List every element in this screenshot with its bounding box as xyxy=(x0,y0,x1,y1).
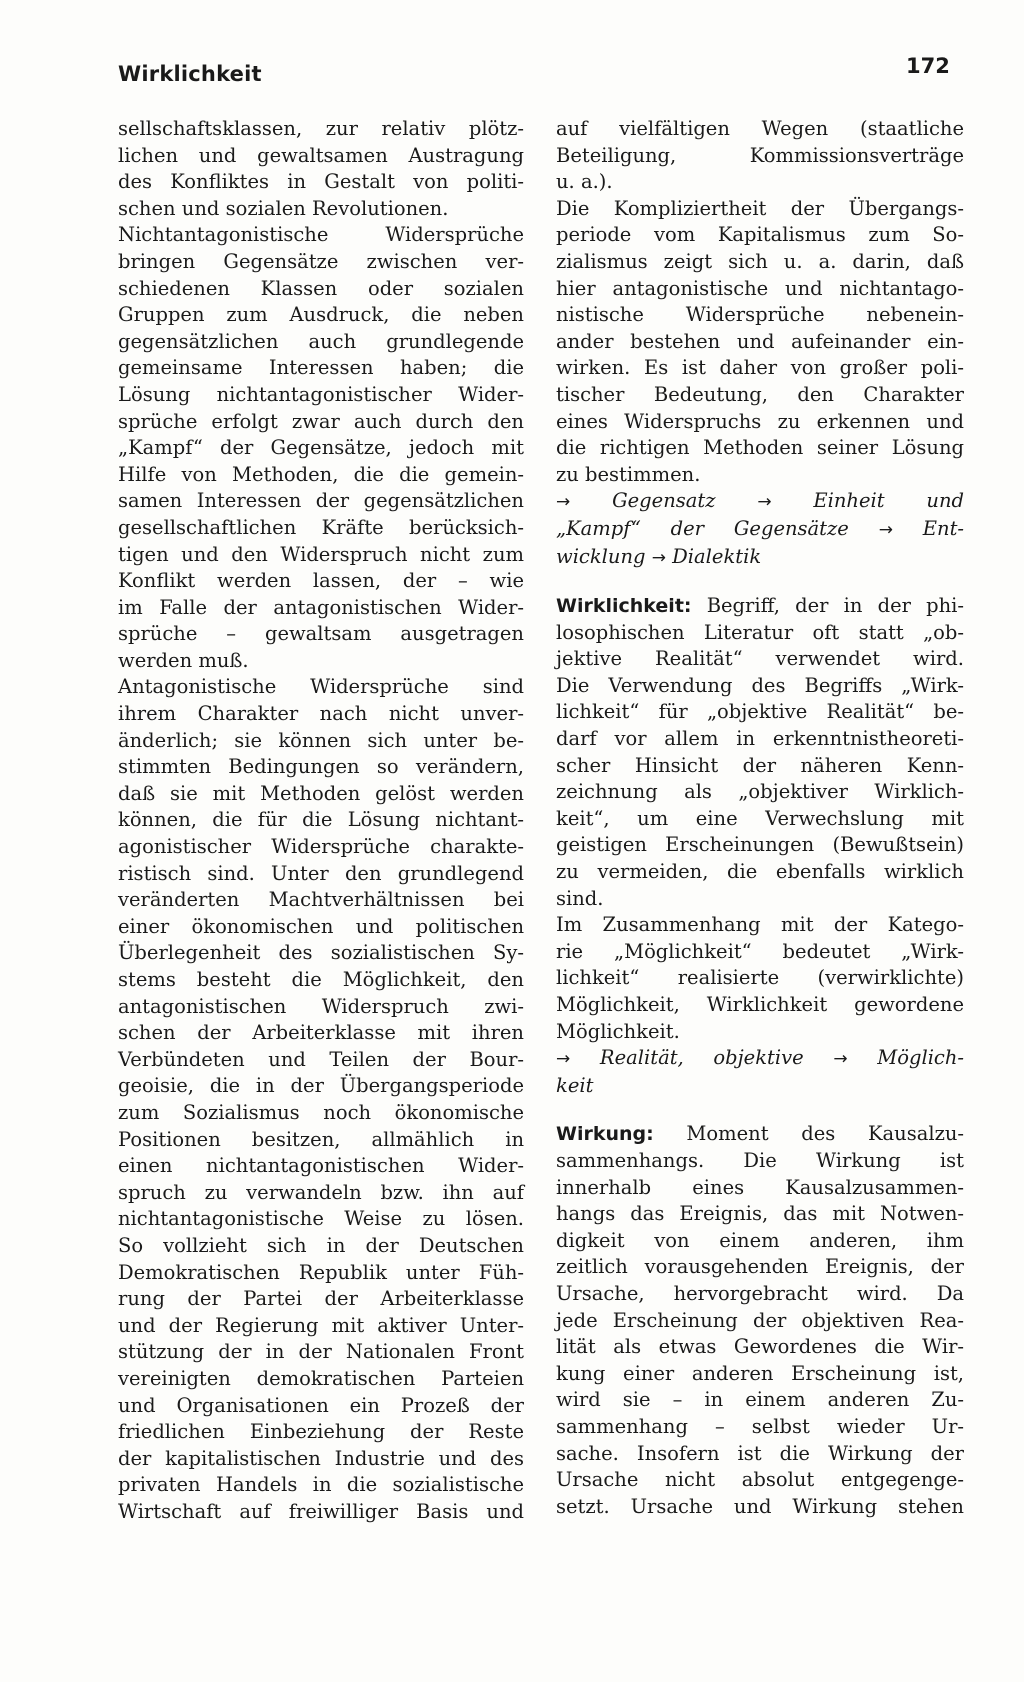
text-line: können, die für die Lösung nichtant- xyxy=(118,808,524,832)
text-line: einen nichtantagonistischen Wider- xyxy=(118,1154,524,1178)
text-line: Positionen besitzen, allmählich in xyxy=(118,1127,524,1151)
text-line: Die Verwendung des Begriffs „Wirk- xyxy=(556,673,964,697)
entry-body xyxy=(556,620,964,913)
text-line: setzt. Ursache und Wirkung stehen xyxy=(556,1494,964,1518)
text-line: ihrem Charakter nach nicht unver- xyxy=(118,702,524,726)
text-line: zu vermeiden, die ebenfalls wirklich xyxy=(556,860,964,884)
text-line: periode vom Kapitalismus zum So- xyxy=(556,223,964,247)
text-line: zialismus zeigt sich u. a. darin, daß xyxy=(556,249,964,273)
entry-spacer xyxy=(556,571,964,593)
text-line: auf vielfältigen Wegen (staatliche xyxy=(556,117,964,140)
text-line: der kapitalistischen Industrie und des xyxy=(118,1446,524,1470)
text-line: tigen und den Widerspruch nicht zum xyxy=(118,542,524,566)
text-line: sammenhang – selbst wieder Ur- xyxy=(556,1414,964,1438)
text-line: So vollzieht sich in der Deutschen xyxy=(118,1233,524,1257)
headword-wirklichkeit: Wirklichkeit: xyxy=(556,595,692,618)
running-head: Wirklichkeit xyxy=(118,62,262,86)
entry-spacer xyxy=(556,1099,964,1121)
text-line: scher Hinsicht der näheren Kenn- xyxy=(556,753,964,777)
text-line: lität als etwas Gewordenes die Wir- xyxy=(556,1335,964,1359)
xref-link-dialektik[interactable]: Dialektik xyxy=(672,544,762,568)
text-line: im Falle der antagonistischen Wider- xyxy=(118,595,524,619)
text-line: hangs das Ereignis, das mit Notwen- xyxy=(556,1202,964,1226)
arrow-icon: → xyxy=(757,492,772,513)
text-line: jede Erscheinung der objektiven Rea- xyxy=(556,1308,964,1332)
text-line: rie „Möglichkeit“ bedeutet „Wirk- xyxy=(556,939,964,963)
right-column xyxy=(556,116,964,1520)
text-line: werden muß. xyxy=(118,648,249,672)
text-line: Antagonistische Widersprüche sind xyxy=(118,675,524,699)
xref-link-kampf[interactable]: „Kampf“ der Gegensätze xyxy=(556,516,849,540)
text-line: Verbündeten und Teilen der Bour- xyxy=(118,1047,524,1071)
xref-link-entwicklung-part1[interactable]: Ent- xyxy=(922,516,964,540)
text-line: Möglichkeit, Wirklichkeit gewordene xyxy=(556,993,964,1016)
text-line: u. a.). xyxy=(556,170,613,194)
page-number: 172 xyxy=(906,54,950,78)
text-line: tischer Bedeutung, den Charakter xyxy=(556,382,964,406)
text-line: Beteiligung, Kommissionsverträge xyxy=(556,143,964,167)
text-line: jektive Realität“ verwendet wird. xyxy=(556,647,964,671)
text-line: vereinigten demokratischen Parteien xyxy=(118,1366,524,1390)
text-line: zu bestimmen. xyxy=(556,462,701,486)
text-line: wirken. Es ist daher von großer poli- xyxy=(556,356,964,380)
text-line: Konflikt werden lassen, der – wie xyxy=(118,569,524,593)
text-line: und der Regierung mit aktiver Unter- xyxy=(118,1313,524,1337)
text-line: sprüche erfolgt zwar auch durch den xyxy=(118,409,524,433)
entry-paragraph-2 xyxy=(556,912,964,1045)
text-line: nichtantagonistische Weise zu lösen. xyxy=(118,1207,524,1231)
text-line: Demokratischen Republik unter Füh- xyxy=(118,1260,524,1284)
xref-line xyxy=(556,1045,964,1073)
right-paragraph-2 xyxy=(556,196,964,489)
text-line: Im Zusammenhang mit der Katego- xyxy=(556,913,964,937)
entry-wirklichkeit xyxy=(556,593,964,1099)
text-line: Ursache nicht absolut entgegenge- xyxy=(556,1468,964,1492)
text-line: lichkeit“ für „objektive Realität“ be- xyxy=(556,700,964,724)
text-line: schen der Arbeiterklasse mit ihren xyxy=(118,1021,524,1045)
text-line: sache. Insofern ist die Wirkung der xyxy=(556,1441,964,1465)
text-line: lichen und gewaltsamen Austragung xyxy=(118,143,524,167)
text-line: wird sie – in einem anderen Zu- xyxy=(556,1388,964,1412)
text-line: schiedenen Klassen oder sozialen xyxy=(118,276,524,300)
arrow-icon: → xyxy=(833,1049,848,1070)
text-line: gemeinsame Interessen haben; die xyxy=(118,356,524,380)
text-line: gegensätzlichen auch grundlegende xyxy=(118,329,524,353)
xref-line xyxy=(556,1073,964,1100)
xref-link-moeglichkeit-part2[interactable]: keit xyxy=(556,1073,594,1097)
text-line: gesellschaftlichen Kräfte berücksich- xyxy=(118,515,524,539)
text-line: daß sie mit Methoden gelöst werden xyxy=(118,781,524,805)
headword-wirkung: Wirkung: xyxy=(556,1123,654,1146)
text-line: zeichnung als „objektiver Wirklich- xyxy=(556,780,964,804)
left-paragraph-1 xyxy=(118,116,524,222)
text-line: des Konfliktes in Gestalt von politi- xyxy=(118,170,524,194)
entry-body xyxy=(556,1148,964,1520)
arrow-icon: → xyxy=(651,547,666,568)
entry-wirkung xyxy=(556,1121,964,1520)
text-line: innerhalb eines Kausalzusammen- xyxy=(556,1175,964,1199)
cross-reference-2 xyxy=(556,1045,964,1099)
text-line: Wirtschaft auf freiwilliger Basis und xyxy=(118,1499,524,1523)
text-line: rung der Partei der Arbeiterklasse xyxy=(118,1287,524,1311)
text-line: samen Interessen der gegensätzlichen xyxy=(118,489,524,513)
text-line: zum Sozialismus noch ökonomische xyxy=(118,1100,524,1124)
left-column xyxy=(118,116,524,1525)
text-line: „Kampf“ der Gegensätze, jedoch mit xyxy=(118,436,524,460)
entry-text: Begriff, der in der phi- xyxy=(706,594,965,618)
entry-text: Moment des Kausalzu- xyxy=(686,1122,964,1146)
text-line: Die Kompliziertheit der Übergangs- xyxy=(556,196,964,220)
xref-line xyxy=(556,516,964,544)
xref-link-entwicklung-part2[interactable]: wicklung xyxy=(556,544,646,568)
text-line: geoisie, die in der Übergangsperiode xyxy=(118,1074,524,1098)
text-line: geistigen Erscheinungen (Bewußtsein) xyxy=(556,833,964,857)
text-line: hier antagonistische und nichtantago- xyxy=(556,276,964,300)
arrow-icon: → xyxy=(556,492,571,513)
text-line: Lösung nichtantagonistischer Wider- xyxy=(118,382,524,406)
text-line: sprüche – gewaltsam ausgetragen xyxy=(118,622,524,646)
text-line: spruch zu verwandeln bzw. ihn auf xyxy=(118,1180,524,1204)
text-line: Möglichkeit. xyxy=(556,1019,680,1043)
xref-link-moeglichkeit-part1[interactable]: Möglich- xyxy=(877,1046,964,1070)
text-line: bringen Gegensätze zwischen ver- xyxy=(118,249,524,273)
text-line: Ursache, hervorgebracht wird. Da xyxy=(556,1281,964,1305)
text-line: sammenhangs. Die Wirkung ist xyxy=(556,1148,964,1172)
text-line: lichkeit“ realisierte (verwirklichte) xyxy=(556,966,964,990)
text-line: schen und sozialen Revolutionen. xyxy=(118,196,449,220)
text-line: Gruppen zum Ausdruck, die neben xyxy=(118,303,524,327)
right-paragraph-1 xyxy=(556,116,964,196)
text-line: sellschaftsklassen, zur relativ plötz- xyxy=(118,117,524,140)
entry-first-line xyxy=(556,1121,964,1148)
text-line: digkeit von einem anderen, ihm xyxy=(556,1228,964,1252)
text-line: darf vor allem in erkenntnistheoreti- xyxy=(556,727,964,751)
left-paragraph-2 xyxy=(118,222,524,674)
text-line: privaten Handels in die sozialistische xyxy=(118,1473,524,1497)
text-line: stimmten Bedingungen so verändern, xyxy=(118,755,524,779)
text-line: und Organisationen ein Prozeß der xyxy=(118,1393,524,1417)
text-line: änderlich; sie können sich unter be- xyxy=(118,728,524,752)
text-line: Nichtantagonistische Widersprüche xyxy=(118,223,524,247)
text-line: ristisch sind. Unter den grundlegend xyxy=(118,861,524,885)
text-line: zeitlich vorausgehenden Ereignis, der xyxy=(556,1255,964,1279)
xref-line xyxy=(556,488,964,516)
text-line: eines Widerspruchs zu erkennen und xyxy=(556,409,964,433)
text-line: friedlichen Einbeziehung der Reste xyxy=(118,1420,524,1444)
text-line: kung einer anderen Erscheinung ist, xyxy=(556,1361,964,1385)
xref-line xyxy=(556,544,964,572)
arrow-icon: → xyxy=(556,1049,571,1070)
text-line: ander bestehen und aufeinander ein- xyxy=(556,329,964,353)
text-line: keit“, um eine Verwechslung mit xyxy=(556,806,964,830)
text-line: einer ökonomischen und politischen xyxy=(118,914,524,938)
arrow-icon: → xyxy=(878,519,893,540)
entry-first-line xyxy=(556,593,964,620)
text-line: die richtigen Methoden seiner Lösung xyxy=(556,436,964,460)
xref-link-einheit[interactable]: Einheit und xyxy=(813,489,964,513)
xref-link-realitaet[interactable]: Realität, objektive xyxy=(599,1046,804,1070)
text-line: Hilfe von Methoden, die die gemein- xyxy=(118,462,524,486)
text-line: stützung der in der Nationalen Front xyxy=(118,1340,524,1364)
text-line: agonistischer Widersprüche charakte- xyxy=(118,835,524,859)
text-line: nistische Widersprüche nebenein- xyxy=(556,303,964,327)
text-line: antagonistischen Widerspruch zwi- xyxy=(118,994,524,1018)
text-line: Überlegenheit des sozialistischen Sy- xyxy=(118,941,524,965)
text-line: stems besteht die Möglichkeit, den xyxy=(118,968,524,991)
xref-link-gegensatz[interactable]: Gegensatz xyxy=(612,489,716,513)
cross-reference-1 xyxy=(556,488,964,571)
text-line: veränderten Machtverhältnissen bei xyxy=(118,888,524,912)
text-line: losophischen Literatur oft statt „ob- xyxy=(556,620,964,644)
text-line: sind. xyxy=(556,886,604,910)
left-paragraph-3 xyxy=(118,674,524,1525)
